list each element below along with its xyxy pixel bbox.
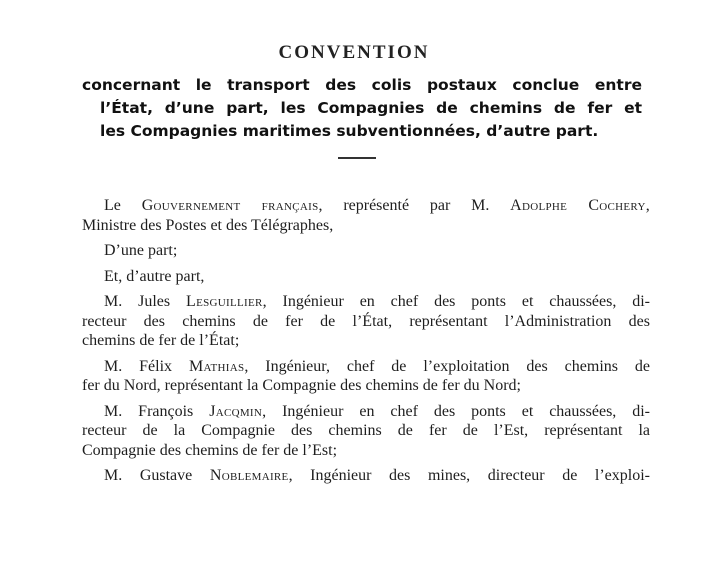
document-title: CONVENTION	[278, 42, 430, 63]
text-line	[82, 466, 650, 486]
text-run: M. Félix	[104, 357, 189, 375]
text-line	[82, 292, 650, 312]
text-line: Ministre des Postes et des Télégraphes,	[82, 216, 334, 234]
paragraph-noblemaire	[82, 466, 650, 486]
text-line	[82, 402, 650, 422]
text-line: recteur des chemins de fer de l’État, représentant l’Administration des	[82, 312, 650, 330]
text-run: , Ingénieur en chef des ponts et chaussées, di-	[262, 402, 650, 420]
text-line: Compagnie des chemins de fer de l’Est;	[82, 441, 338, 459]
subtitle-line: l’État, d’une part, les Compagnies de chemins de fer et	[100, 99, 642, 117]
text-line: recteur de la Compagnie des chemins de fer de l’Est, représentant la	[82, 422, 650, 439]
text-line: fer du Nord, représentant la Compagnie des chemins de fer du Nord;	[82, 377, 521, 394]
paragraph-parties-government	[82, 196, 650, 235]
small-caps-name: Lesguillier	[186, 293, 263, 310]
subtitle-line: les Compagnies maritimes subventionnées, d’autre part.	[100, 122, 599, 140]
text-run: , Ingénieur, chef de l’exploitation des chemins de	[244, 357, 650, 375]
text-run: M. François	[104, 402, 210, 420]
text-run: , Ingénieur des mines, directeur de l’exploi-	[288, 467, 650, 484]
subtitle-line: concernant le transport des colis postaux conclue entre	[82, 76, 642, 94]
paragraph-dune-part: D’une part;	[104, 242, 178, 259]
text-run: Le	[104, 197, 142, 214]
small-caps-name: Adolphe Cochery,	[510, 197, 651, 214]
small-caps-name: Gouvernement français	[141, 197, 319, 214]
title-divider	[338, 157, 376, 159]
small-caps-name: Mathias	[188, 357, 245, 375]
text-run: M. Jules	[104, 293, 186, 310]
text-run: M. Gustave	[104, 467, 210, 484]
small-caps-name: Jacqmin	[209, 402, 263, 420]
document-subtitle	[82, 74, 642, 143]
text-run: , représenté par M.	[318, 197, 511, 214]
text-line: chemins de fer de l’État;	[82, 332, 240, 349]
text-run: , Ingénieur en chef des ponts et chaussées, di-	[262, 293, 651, 310]
paragraph-dautre-part: Et, d’autre part,	[104, 267, 205, 285]
document-body	[82, 196, 650, 486]
paragraph-mathias	[82, 357, 650, 396]
paragraph-lesguillier	[82, 292, 650, 351]
small-caps-name: Noblemaire	[209, 467, 289, 484]
text-line	[82, 357, 650, 377]
paragraph-jacqmin	[82, 402, 650, 461]
text-line	[82, 196, 650, 216]
